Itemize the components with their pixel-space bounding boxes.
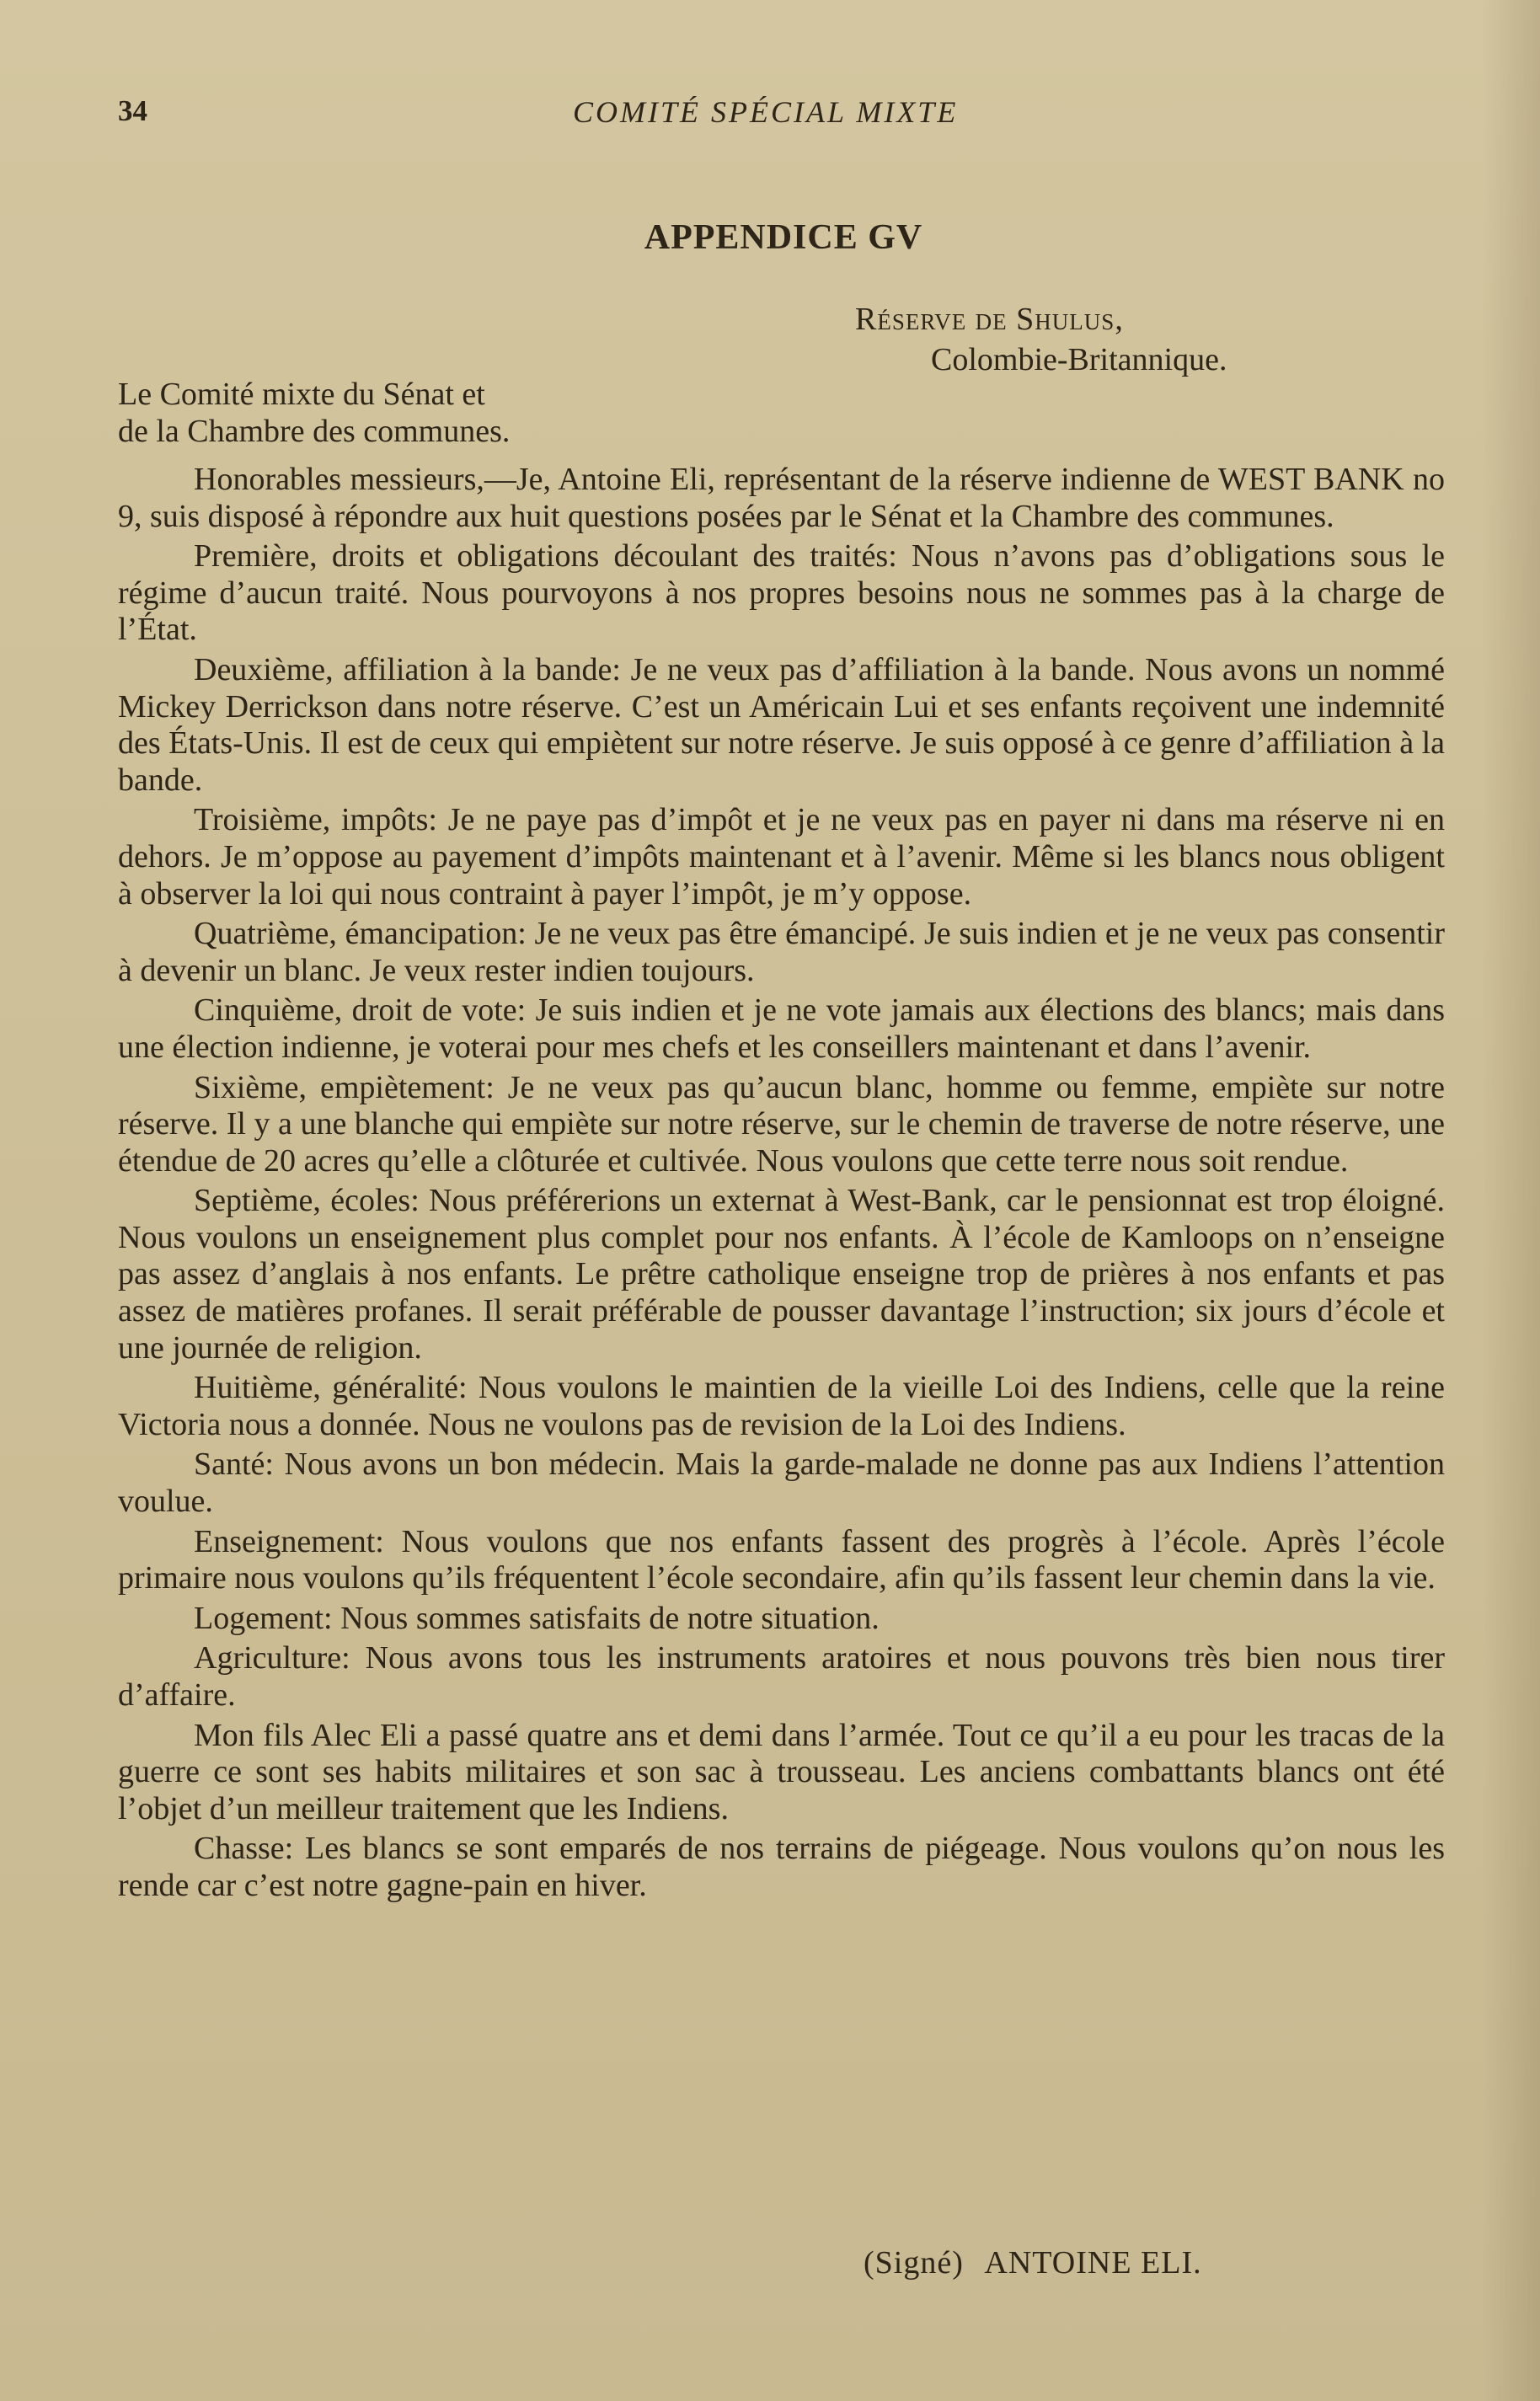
paragraph-agriculture: Agriculture: Nous avons tous les instruments aratoires et nous pouvons très bien nous tirer d’affaire. (118, 1640, 1445, 1713)
signature (864, 2244, 1202, 2281)
paragraph-general: Huitième, généralité: Nous voulons le maintien de la vieille Loi des Indiens, celle que la reine Victoria nous a donnée. Nous ne voulons pas de revision de la Loi des Indiens. (118, 1370, 1445, 1442)
addressee-line-1: Le Comité mixte du Sénat et (118, 377, 485, 412)
paragraph-salutation: Honorables messieurs,—Je, Antoine Eli, représentant de la réserve indienne de WEST BANK no 9, suis disposé à répondre aux huit questions posées par le Sénat et la Chambre des communes. (118, 462, 1445, 534)
letter-body (118, 462, 1445, 1908)
signature-name: ANTOINE ELI. (984, 2245, 1202, 2281)
appendix-title: APPENDICE GV (644, 218, 923, 257)
paragraph-taxes: Troisième, impôts: Je ne paye pas d’impôt et je ne veux pas en payer ni dans ma réserve ni en dehors. Je m’oppose au payement d’impôts maintenant et à l’avenir. Même si les blancs nous obligent à observer la loi qui nous contraint à payer l’impôt, je m’y oppose. (118, 802, 1445, 912)
running-title: COMITÉ SPÉCIAL MIXTE (573, 95, 959, 129)
paragraph-band-affiliation: Deuxième, affiliation à la bande: Je ne veux pas d’affiliation à la bande. Nous avons un nommé Mickey Derrickson dans notre réserve. C’est un Américain Lui et ses enfants reçoivent une indemnité des États-Unis. Il est de ceux qui empiètent sur notre réserve. Je suis opposé à ce genre d’affiliation à la bande. (118, 651, 1445, 798)
place-line-2: Colombie-Britannique. (931, 342, 1227, 377)
paragraph-enfranchisement: Quatrième, émancipation: Je ne veux pas être émancipé. Je suis indien et je ne veux pas consentir à devenir un blanc. Je veux rester indien toujours. (118, 916, 1445, 988)
paragraph-housing: Logement: Nous sommes satisfaits de notre situation. (194, 1600, 880, 1636)
paragraph-health: Santé: Nous avons un bon médecin. Mais la garde-malade ne donne pas aux Indiens l’attention voulue. (118, 1446, 1445, 1520)
place-line-1: Réserve de Shulus, (855, 302, 1124, 337)
addressee-line-2: de la Chambre des communes. (118, 414, 511, 449)
paragraph-treaties: Première, droits et obligations découlant des traités: Nous n’avons pas d’obligations sous le régime d’aucun traité. Nous pourvoyons à nos propres besoins nous ne sommes pas à la charge de l’État. (118, 538, 1445, 648)
paragraph-schools: Septième, écoles: Nous préférerions un externat à West-Bank, car le pensionnat est trop éloigné. Nous voulons un enseignement plus complet pour nos enfants. À l’école de Kamloops on n’enseigne pas assez d’anglais à nos enfants. Le prêtre catholique enseigne trop de prières à nos enfants et pas assez de matières profanes. Il serait préférable de pousser davantage l’instruction; six jours d’école et une journée de religion. (118, 1183, 1445, 1366)
paragraph-education: Enseignement: Nous voulons que nos enfants fassent des progrès à l’école. Après l’école primaire nous voulons qu’ils fréquentent l’école secondaire, afin qu’ils fassent leur chemin dans la vie. (118, 1523, 1445, 1596)
place-block (855, 299, 1227, 380)
paragraph-hunting: Chasse: Les blancs se sont emparés de nos terrains de piégeage. Nous voulons qu’on nous les rende car c’est notre gagne-pain en hiver. (118, 1831, 1445, 1903)
running-header (118, 94, 1449, 136)
paragraph-army: Mon fils Alec Eli a passé quatre ans et demi dans l’armée. Tout ce qu’il a eu pour les tracas de la guerre ce sont ses habits militaires et son sac à trousseau. Les anciens combattants blancs ont été l’objet d’un meilleur traitement que les Indiens. (118, 1717, 1445, 1826)
paragraph-encroachment: Sixième, empiètement: Je ne veux pas qu’aucun blanc, homme ou femme, empiète sur notre réserve. Il y a une blanche qui empiète sur notre réserve, sur le chemin de traverse de notre réserve, une étendue de 20 acres qu’elle a clôturée et cultivée. Nous voulons que cette terre nous soit rendue. (118, 1069, 1445, 1179)
addressee-block (118, 376, 510, 450)
page-number: 34 (118, 94, 147, 127)
paragraph-voting: Cinquième, droit de vote: Je suis indien et je ne vote jamais aux élections des blancs; mais dans une élection indienne, je voterai pour mes chefs et les conseillers maintenant et dans l’avenir. (118, 992, 1445, 1065)
signature-prefix: (Signé) (864, 2245, 964, 2281)
